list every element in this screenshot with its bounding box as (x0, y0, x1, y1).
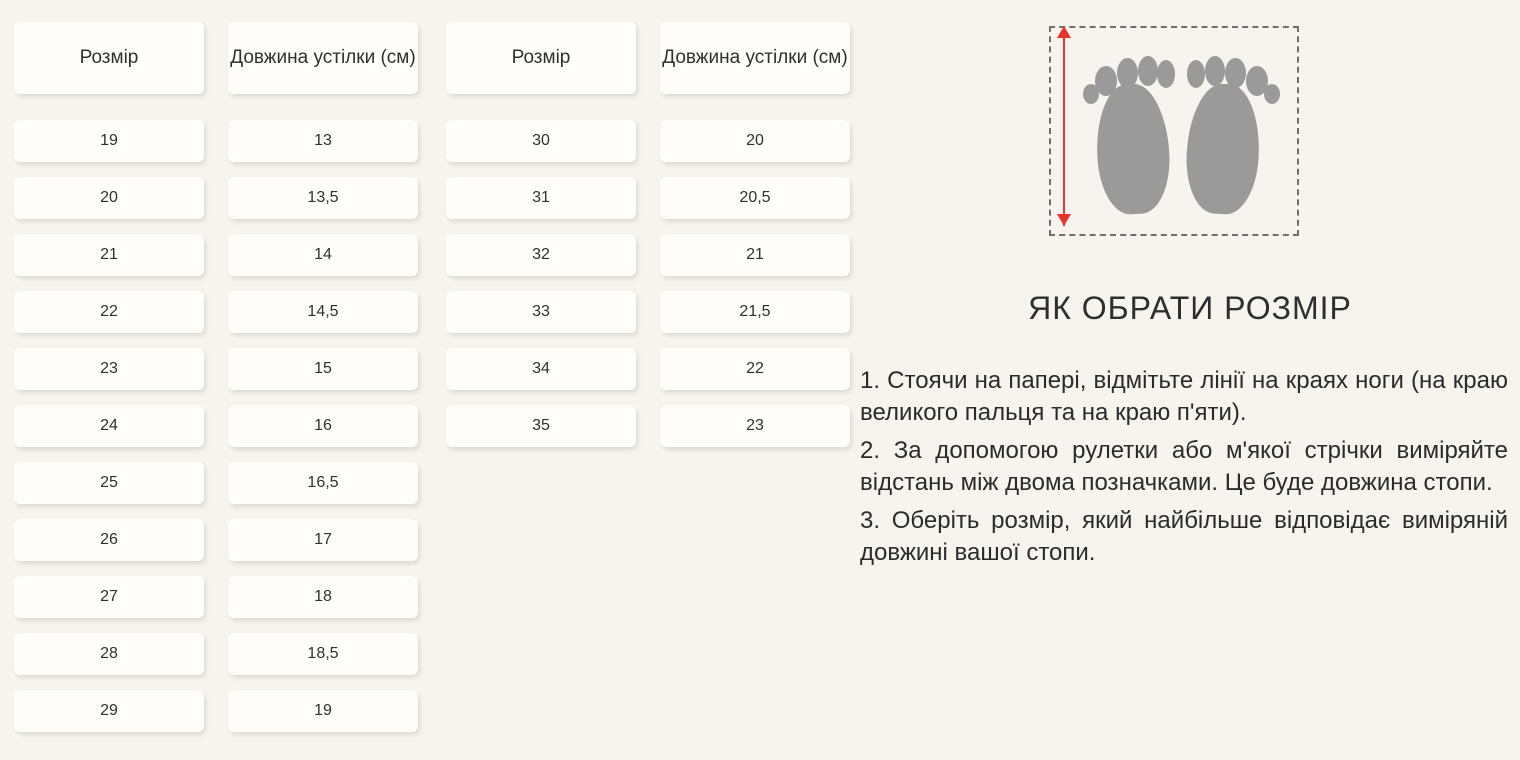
table-cell: 30 (446, 120, 636, 162)
toe-icon (1157, 60, 1175, 88)
table-cell: 29 (14, 690, 204, 732)
table-cell: 21 (14, 234, 204, 276)
toe-icon (1138, 56, 1158, 86)
toe-icon (1264, 84, 1280, 104)
size-table-2-column-insole (660, 22, 850, 462)
table-cell: 20 (660, 120, 850, 162)
table-cell: 33 (446, 291, 636, 333)
table-cell: 19 (228, 690, 418, 732)
size-table-1-column-size (14, 22, 204, 747)
foot-measure-diagram (1035, 22, 1310, 242)
arrow-down-icon (1057, 214, 1071, 226)
column-header: Розмір (14, 22, 204, 94)
guide-panel (860, 0, 1520, 760)
measurement-box (1049, 26, 1299, 236)
table-cell: 35 (446, 405, 636, 447)
table-cell: 28 (14, 633, 204, 675)
toe-icon (1083, 84, 1099, 104)
instructions-list (860, 365, 1508, 568)
table-cell: 23 (14, 348, 204, 390)
table-cell: 13 (228, 120, 418, 162)
table-cell: 23 (660, 405, 850, 447)
table-cell: 14 (228, 234, 418, 276)
table-cell: 18,5 (228, 633, 418, 675)
table-cell: 26 (14, 519, 204, 561)
toe-icon (1205, 56, 1225, 86)
table-cell: 24 (14, 405, 204, 447)
toe-icon (1225, 58, 1246, 88)
table-cell: 20,5 (660, 177, 850, 219)
table-cell: 34 (446, 348, 636, 390)
table-cell: 21 (660, 234, 850, 276)
table-cell: 17 (228, 519, 418, 561)
table-cell: 19 (14, 120, 204, 162)
page-title: ЯК ОБРАТИ РОЗМІР (1028, 290, 1352, 326)
table-cell: 16,5 (228, 462, 418, 504)
size-table-2-column-size (446, 22, 636, 462)
instruction-step: 1. Стоячи на папері, відмітьте лінії на краях ноги (на краю великого пальця та на краю п'яти). (860, 367, 1508, 426)
column-header: Довжина устілки (см) (660, 22, 850, 94)
table-cell: 20 (14, 177, 204, 219)
arrow-up-icon (1057, 26, 1071, 38)
table-cell: 22 (660, 348, 850, 390)
size-table-1-column-insole (228, 22, 418, 747)
toe-icon (1117, 58, 1138, 88)
instruction-step: 2. За допомогою рулетки або м'якої стрічки виміряйте відстань між двома позначками. Це буде довжина стопи. (860, 436, 1508, 496)
table-cell: 15 (228, 348, 418, 390)
table-cell: 21,5 (660, 291, 850, 333)
table-cell: 13,5 (228, 177, 418, 219)
measurement-arrow-line (1063, 36, 1065, 226)
table-cell: 16 (228, 405, 418, 447)
table-cell: 31 (446, 177, 636, 219)
table-cell: 22 (14, 291, 204, 333)
column-header: Розмір (446, 22, 636, 94)
toe-icon (1187, 60, 1205, 88)
instruction-step: 3. Оберіть розмір, який найбільше відповідає виміряній довжині вашої стопи. (860, 506, 1508, 566)
table-cell: 14,5 (228, 291, 418, 333)
size-table-2 (446, 22, 850, 462)
size-table-1 (14, 22, 418, 747)
table-cell: 27 (14, 576, 204, 618)
table-cell: 32 (446, 234, 636, 276)
table-cell: 18 (228, 576, 418, 618)
column-header: Довжина устілки (см) (228, 22, 418, 94)
table-cell: 25 (14, 462, 204, 504)
